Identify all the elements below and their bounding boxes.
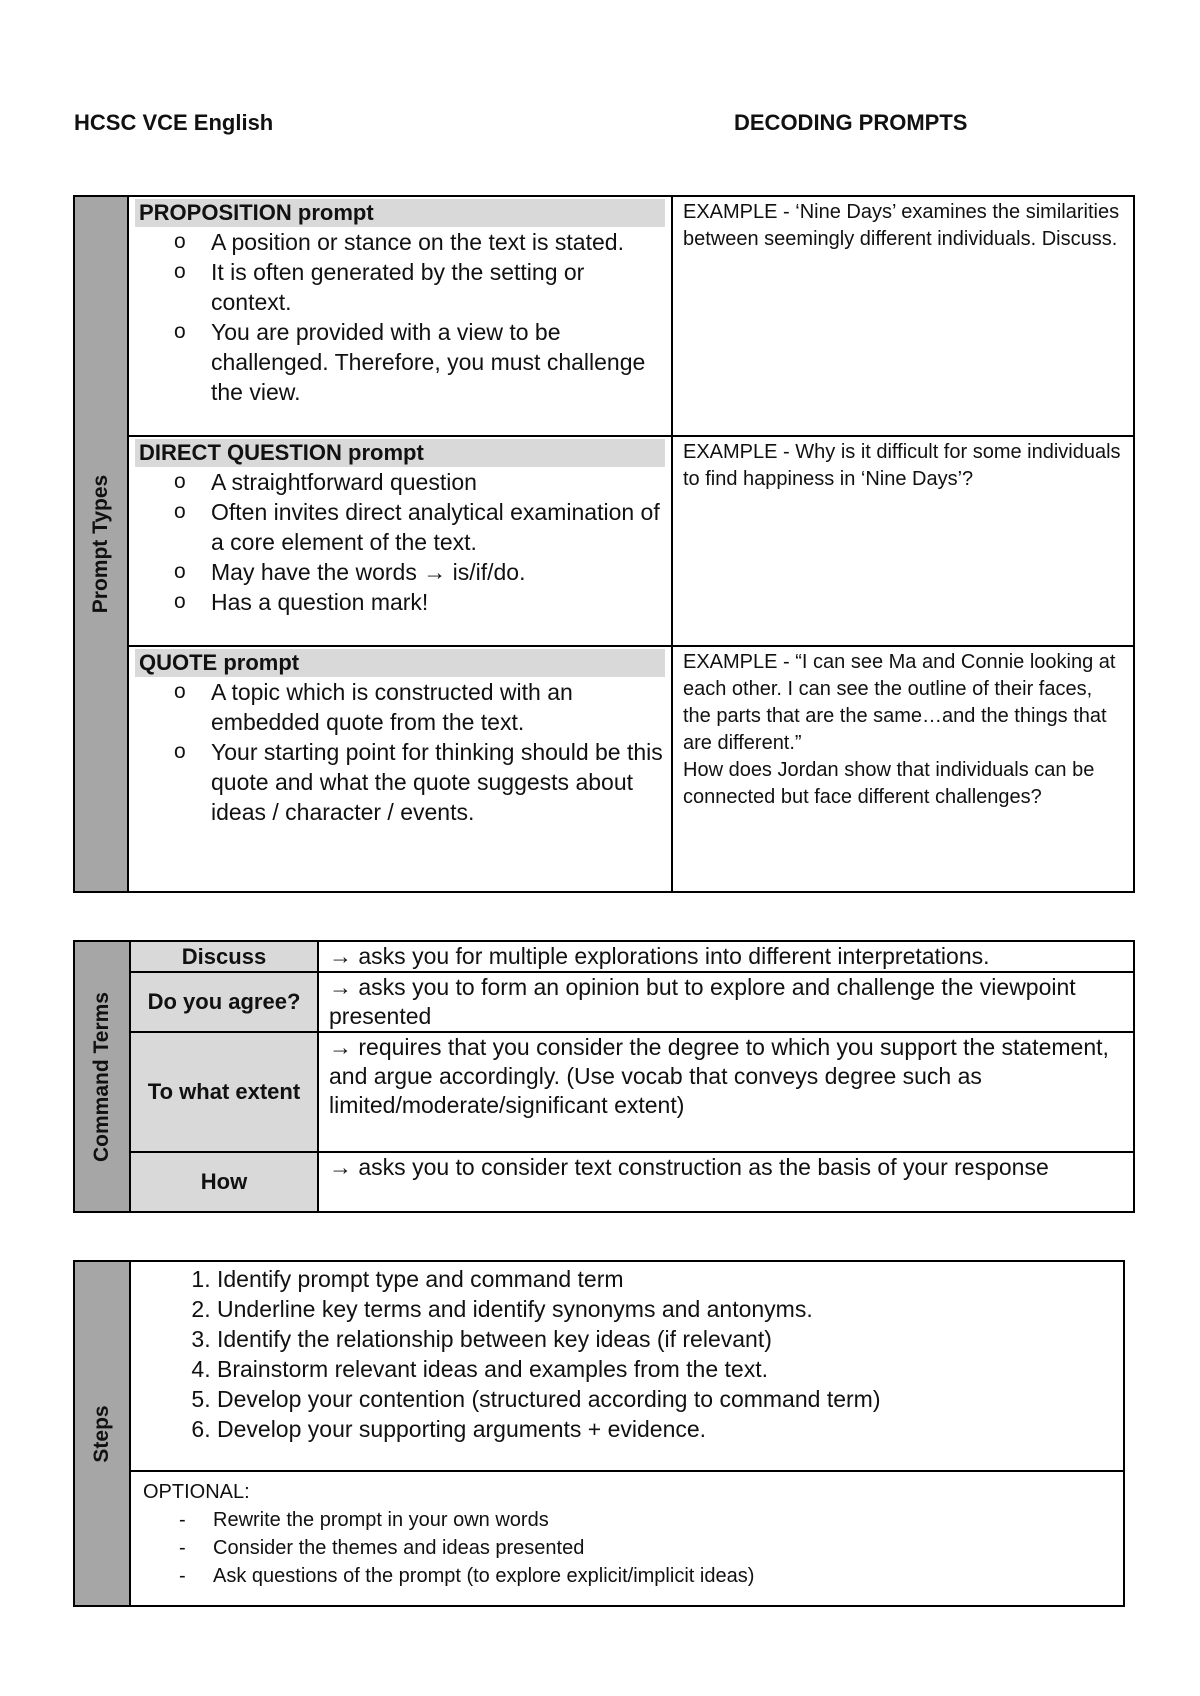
list-item: o Has a question mark! <box>129 587 663 617</box>
steps-side-label <box>74 1261 130 1606</box>
list-item: o Your starting point for thinking should be this quote and what the quote suggests about ideas / character / events. <box>129 737 663 827</box>
document-heading: DECODING PROMPTS <box>734 110 968 135</box>
command-terms-side-label <box>74 941 130 1212</box>
list-item: 1. Identify prompt type and command term <box>217 1264 1123 1294</box>
term-to-what-extent-desc: → requires that you consider the degree to which you support the statement, and argue accordingly. (Use vocab that conveys degree such as limited/moderate/significant extent) <box>318 1032 1134 1152</box>
term-to-what-extent: To what extent <box>130 1032 318 1152</box>
list-item: - Consider the themes and ideas presented <box>143 1534 1111 1562</box>
command-terms-table <box>73 940 1135 1213</box>
list-item: o A position or stance on the text is stated. <box>129 227 663 257</box>
list-item: o It is often generated by the setting or context. <box>129 257 663 317</box>
term-discuss: Discuss <box>130 941 318 972</box>
optional-label: OPTIONAL: <box>143 1481 250 1503</box>
list-item: 6. Develop your supporting arguments + evidence. <box>217 1414 1123 1444</box>
term-how: How <box>130 1152 318 1212</box>
list-item: o A topic which is constructed with an embedded quote from the text. <box>129 677 663 737</box>
quote-title: QUOTE prompt <box>135 649 665 677</box>
optional-cell <box>130 1471 1124 1606</box>
command-terms-label-text: Command Terms <box>90 991 113 1162</box>
optional-list <box>143 1506 1111 1590</box>
term-how-desc: → asks you to consider text construction as the basis of your response <box>318 1152 1134 1212</box>
list-item: 3. Identify the relationship between key ideas (if relevant) <box>217 1324 1123 1354</box>
quote-cell <box>128 646 672 892</box>
direct-question-bullets <box>129 467 671 617</box>
list-item: - Rewrite the prompt in your own words <box>143 1506 1111 1534</box>
steps-label-text: Steps <box>90 1404 113 1463</box>
direct-question-example: EXAMPLE - Why is it difficult for some individuals to find happiness in ‘Nine Days’? <box>672 436 1134 646</box>
list-item: o A straightforward question <box>129 467 663 497</box>
list-item: o You are provided with a view to be challenged. Therefore, you must challenge the view. <box>129 317 663 407</box>
proposition-bullets <box>129 227 671 407</box>
prompt-types-side-label <box>74 196 128 892</box>
prompt-types-label-text: Prompt Types <box>89 474 112 614</box>
term-do-you-agree: Do you agree? <box>130 972 318 1032</box>
quote-example-question: How does Jordan show that individuals can be connected but face different challenges? <box>683 759 1095 808</box>
steps-table <box>73 1260 1125 1607</box>
proposition-title: PROPOSITION prompt <box>135 199 665 227</box>
list-item: 2. Underline key terms and identify synonyms and antonyms. <box>217 1294 1123 1324</box>
document-title: HCSC VCE English <box>74 110 274 135</box>
list-item: o May have the words → is/if/do. <box>129 557 663 587</box>
steps-list-cell <box>130 1261 1124 1471</box>
proposition-cell <box>128 196 672 436</box>
proposition-example: EXAMPLE - ‘Nine Days’ examines the similarities between seemingly different individuals. Discuss. <box>672 196 1134 436</box>
list-item: 5. Develop your contention (structured according to command term) <box>217 1384 1123 1414</box>
quote-example-cell <box>672 646 1134 892</box>
prompt-types-table <box>73 195 1135 893</box>
term-do-you-agree-desc: → asks you to form an opinion but to explore and challenge the viewpoint presented <box>318 972 1134 1032</box>
steps-list <box>131 1264 1123 1444</box>
direct-question-title: DIRECT QUESTION prompt <box>135 439 665 467</box>
direct-question-cell <box>128 436 672 646</box>
term-discuss-desc: → asks you for multiple explorations into different interpretations. <box>318 941 1134 972</box>
list-item: o Often invites direct analytical examination of a core element of the text. <box>129 497 663 557</box>
list-item: 4. Brainstorm relevant ideas and examples from the text. <box>217 1354 1123 1384</box>
quote-bullets <box>129 677 671 827</box>
quote-example: EXAMPLE - “I can see Ma and Connie looking at each other. I can see the outline of their faces, the parts that are the same…and the things that are different.” <box>683 651 1116 754</box>
list-item: - Ask questions of the prompt (to explore explicit/implicit ideas) <box>143 1562 1111 1590</box>
